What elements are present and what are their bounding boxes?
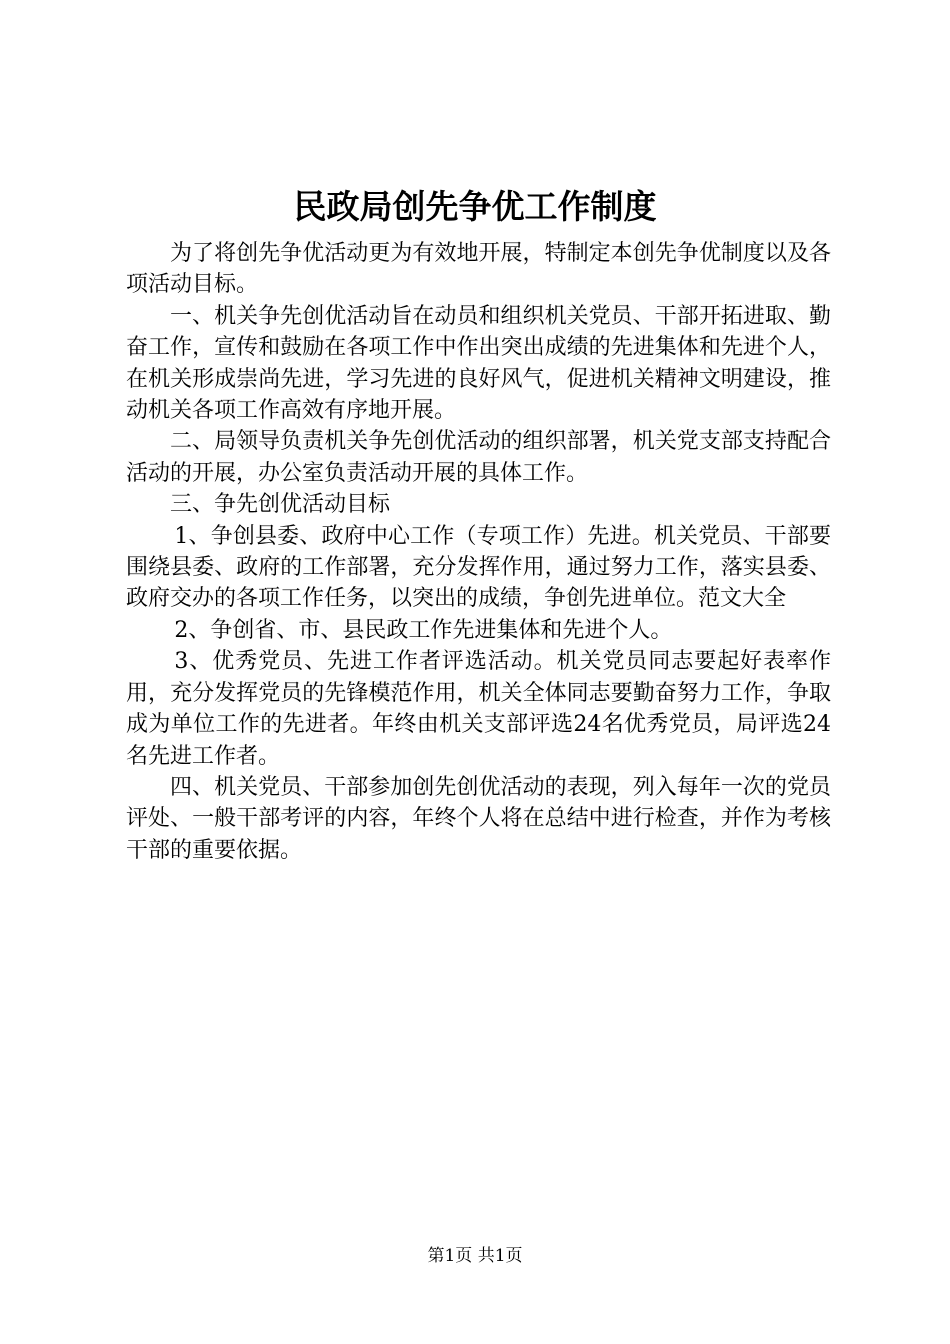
page-footer: 第1页 共1页	[427, 1246, 523, 1266]
goal-item-3: 3、优秀党员、先进工作者评选活动。机关党员同志要起好表率作用，充分发挥党员的先锋模范作用，机关全体同志要勤奋努力工作，争取成为单位工作的先进者。年终由机关支部评选24名优秀党员，局评选24名先进工作者。	[126, 649, 831, 769]
section-three-heading: 三、争先创优活动目标	[170, 492, 391, 518]
section-two-paragraph: 二、局领导负责机关争先创优活动的组织部署，机关党支部支持配合活动的开展，办公室负责活动开展的具体工作。	[126, 429, 831, 486]
document-title: 民政局创先争优工作制度	[293, 187, 657, 226]
goal-item-1: 1、争创县委、政府中心工作（专项工作）先进。机关党员、干部要围绕县委、政府的工作部署，充分发挥作用，通过努力工作，落实县委、政府交办的各项工作任务，以突出的成绩，争创先进单位。范文大全	[126, 523, 831, 612]
goal-item-2: 2、争创省、市、县民政工作先进集体和先进个人。	[174, 617, 673, 643]
intro-paragraph: 为了将创先争优活动更为有效地开展，特制定本创先争优制度以及各项活动目标。	[126, 241, 831, 298]
document-body	[126, 238, 831, 866]
section-one-paragraph: 一、机关争先创优活动旨在动员和组织机关党员、干部开拓进取、勤奋工作，宣传和鼓励在各项工作中作出突出成绩的先进集体和先进个人，在机关形成崇尚先进，学习先进的良好风气，促进机关精神文明建设，推动机关各项工作高效有序地开展。	[126, 303, 831, 424]
section-four-paragraph: 四、机关党员、干部参加创先创优活动的表现，列入每年一次的党员评处、一般干部考评的内容，年终个人将在总结中进行检查，并作为考核干部的重要依据。	[126, 774, 831, 863]
